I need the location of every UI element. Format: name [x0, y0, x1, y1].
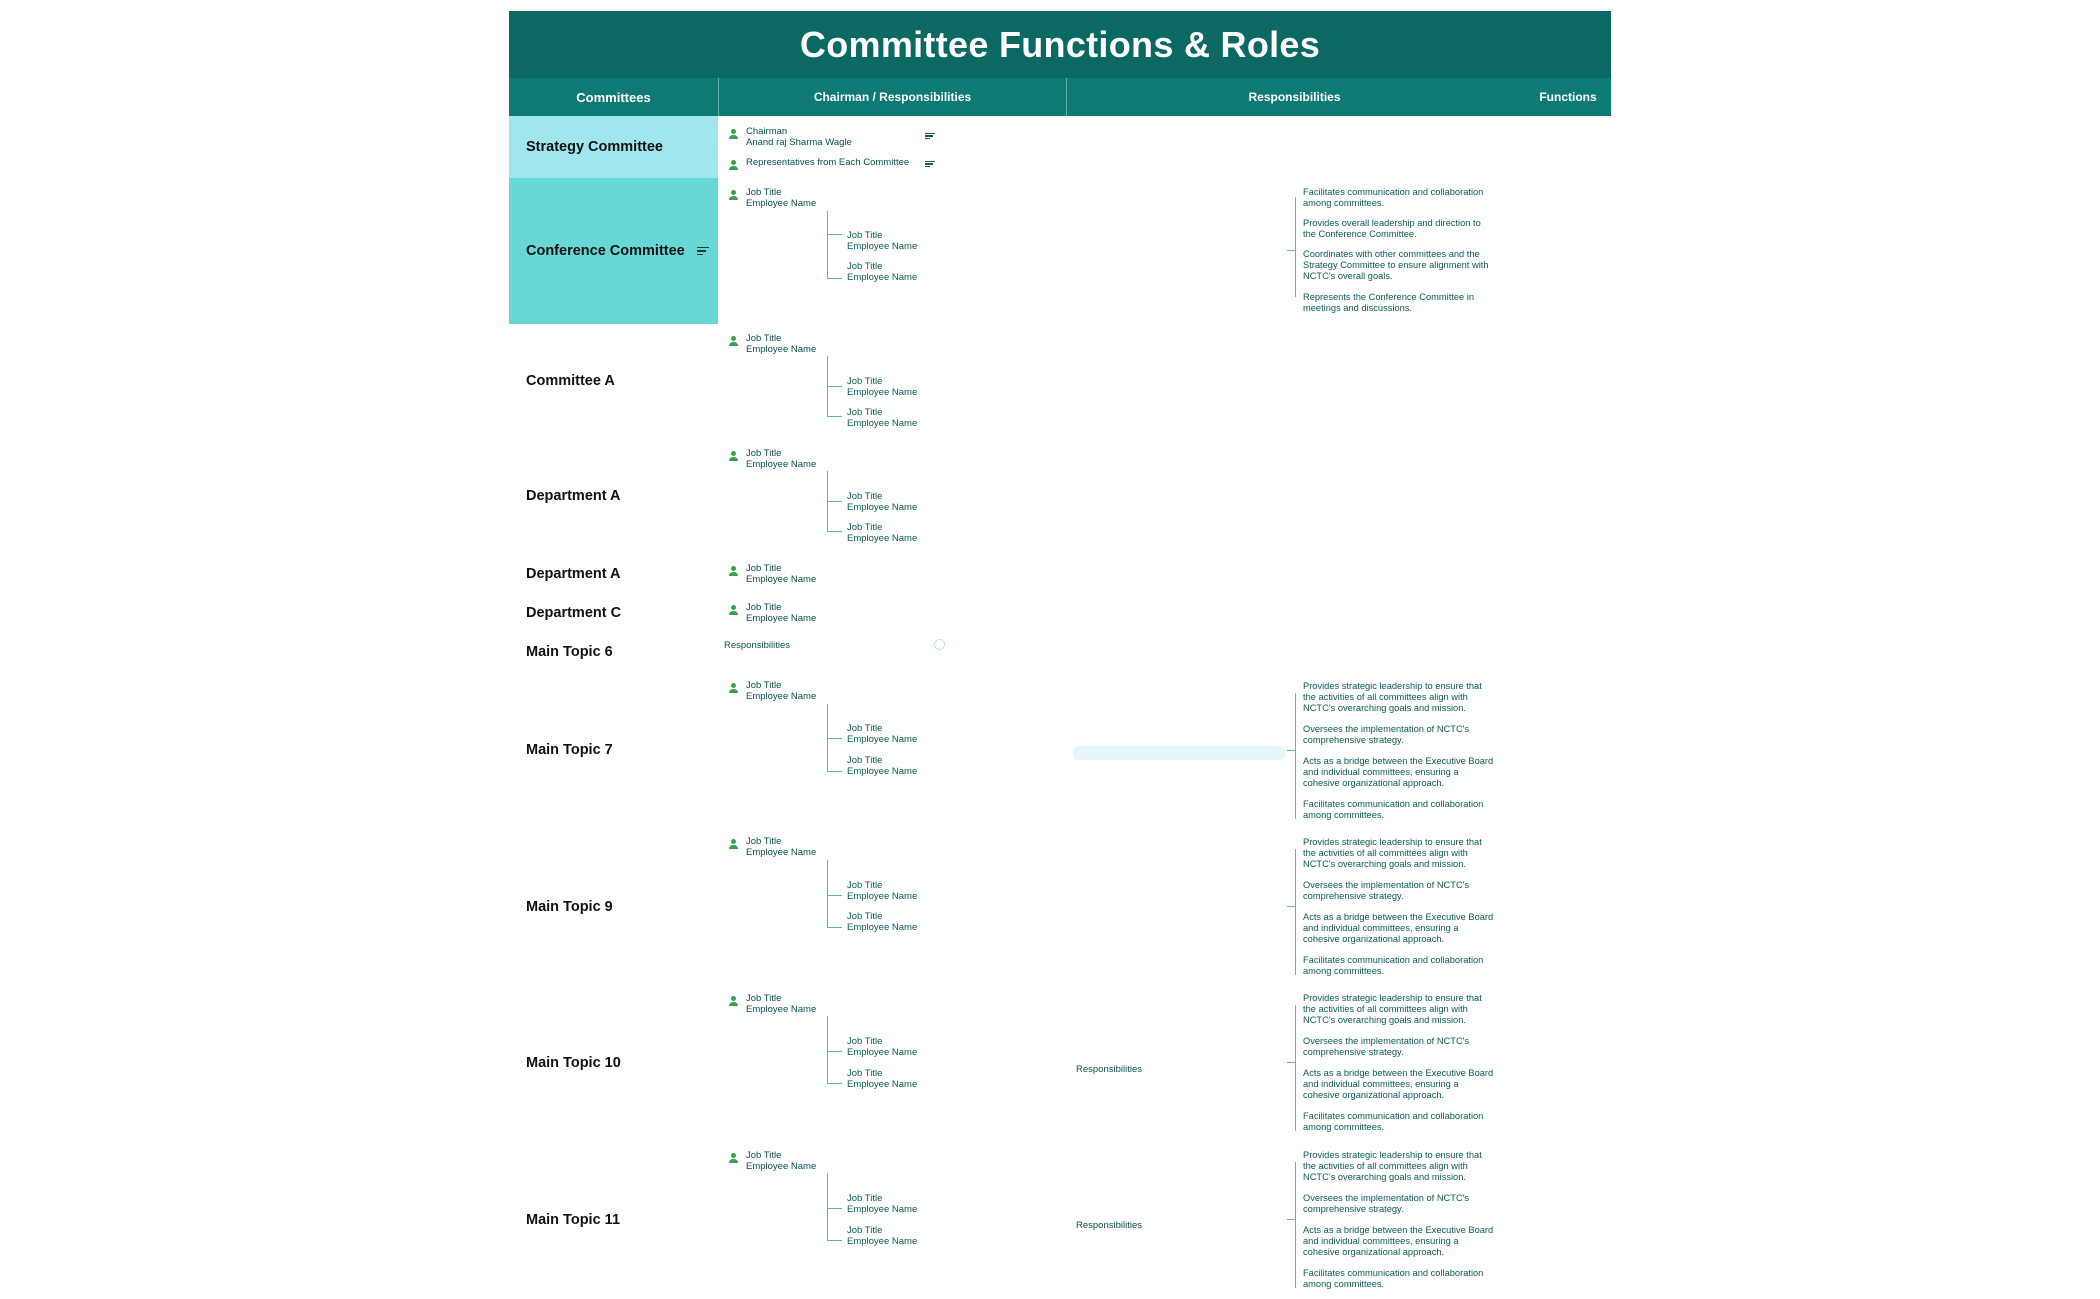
responsibilities-node[interactable]: Responsibilities [1076, 1064, 1143, 1075]
job-title: Job Title [847, 261, 883, 272]
add-topic-icon[interactable] [934, 639, 945, 650]
job-title: Job Title [847, 491, 883, 502]
job-title: Job Title [847, 911, 883, 922]
job-title: Job Title [746, 993, 782, 1004]
responsibility-item[interactable] [1303, 1036, 1518, 1068]
responsibilities-placeholder[interactable] [1073, 746, 1285, 760]
header-row [509, 78, 1611, 116]
sub-job-node[interactable] [847, 407, 917, 429]
employee-name: Employee Name [847, 766, 918, 777]
job-node[interactable] [728, 333, 816, 355]
responsibility-line: and individual committees, ensuring a [1303, 1079, 1459, 1089]
job-title: Job Title [746, 602, 782, 613]
employee-name: Employee Name [746, 1004, 817, 1015]
employee-name: Employee Name [746, 459, 817, 470]
connector [827, 860, 828, 928]
responsibility-line: the activities of all committees align with [1303, 1004, 1468, 1014]
responsibility-item[interactable] [1303, 249, 1518, 292]
sub-job-node[interactable] [847, 491, 917, 513]
responsibility-line: Oversees the implementation of NCTC's [1303, 1036, 1470, 1046]
responsibility-line: among committees. [1303, 966, 1385, 976]
responsibility-item[interactable] [1303, 187, 1518, 218]
job-title: Job Title [847, 880, 883, 891]
person-icon [728, 336, 738, 346]
connector [1295, 1005, 1296, 1131]
responsibility-line: Provides strategic leadership to ensure that [1303, 681, 1482, 691]
page-title: Committee Functions & Roles [799, 23, 1321, 65]
row-label: Committee A [526, 373, 615, 389]
responsibility-line: Oversees the implementation of NCTC's [1303, 880, 1470, 890]
connector [827, 1051, 842, 1052]
person-icon [728, 160, 738, 170]
header-responsibilities: Responsibilities [1248, 90, 1341, 104]
responsibility-line: Acts as a bridge between the Executive Board [1303, 1068, 1494, 1078]
employee-name: Employee Name [847, 272, 918, 283]
responsibilities-node[interactable]: Responsibilities [724, 640, 791, 651]
responsibility-line: among committees. [1303, 1122, 1385, 1132]
job-title: Job Title [746, 187, 782, 198]
person-icon [728, 1153, 738, 1163]
responsibility-line: Provides overall leadership and direction to [1303, 218, 1481, 228]
responsibility-item[interactable] [1303, 1150, 1518, 1193]
person-icon [728, 683, 738, 693]
employee-name: Employee Name [746, 198, 817, 209]
connector [827, 1083, 842, 1084]
connector [827, 1240, 842, 1241]
row-conference-committee[interactable] [509, 178, 718, 324]
job-node[interactable] [728, 680, 816, 702]
person-icon [728, 839, 738, 849]
responsibility-item[interactable] [1303, 955, 1518, 977]
responsibility-line: Facilitates communication and collaboration [1303, 187, 1484, 197]
responsibility-line: Provides strategic leadership to ensure that [1303, 837, 1482, 847]
employee-name: Employee Name [847, 1047, 918, 1058]
job-node[interactable] [728, 993, 816, 1015]
person-icon [728, 129, 738, 139]
responsibility-line: NCTC's overarching goals and mission. [1303, 859, 1466, 869]
representatives-node[interactable] [728, 157, 909, 170]
job-title: Job Title [847, 522, 883, 533]
responsibility-item[interactable] [1303, 799, 1518, 821]
connector [827, 531, 842, 532]
responsibility-line: Acts as a bridge between the Executive Board [1303, 756, 1494, 766]
employee-name: Employee Name [746, 613, 817, 624]
connector [827, 1208, 842, 1209]
responsibility-item[interactable] [1303, 218, 1518, 249]
responsibility-line: comprehensive strategy. [1303, 1204, 1404, 1214]
job-title: Job Title [746, 563, 782, 574]
responsibility-line: NCTC's overarching goals and mission. [1303, 1015, 1466, 1025]
responsibility-line: among committees. [1303, 810, 1385, 820]
row-label: Main Topic 9 [526, 899, 613, 915]
representatives-label: Representatives from Each Committee [746, 157, 910, 168]
job-node[interactable] [728, 1150, 816, 1172]
row-committee-a[interactable] [509, 364, 718, 398]
sub-job-node[interactable] [847, 723, 917, 745]
employee-name: Employee Name [847, 1204, 918, 1215]
responsibility-item[interactable] [1303, 993, 1518, 1036]
responsibility-item[interactable] [1303, 681, 1518, 724]
responsibility-line: the activities of all committees align with [1303, 1161, 1468, 1171]
topic-responsibilities [1303, 837, 1518, 977]
responsibility-line: Coordinates with other committees and the [1303, 249, 1480, 259]
employee-name: Employee Name [746, 574, 817, 585]
responsibility-line: Facilitates communication and collaboration [1303, 1268, 1484, 1278]
employee-name: Employee Name [746, 691, 817, 702]
job-title: Job Title [847, 230, 883, 241]
responsibility-line: the activities of all committees align with [1303, 692, 1468, 702]
responsibility-line: Facilitates communication and collaboration [1303, 1111, 1484, 1121]
employee-name: Employee Name [847, 387, 918, 398]
employee-name: Employee Name [746, 1161, 817, 1172]
connector [827, 211, 828, 279]
job-node[interactable] [728, 836, 816, 858]
responsibility-item[interactable] [1303, 912, 1518, 955]
employee-name: Employee Name [847, 502, 918, 513]
responsibility-line: cohesive organizational approach. [1303, 1247, 1445, 1257]
job-node[interactable] [728, 187, 816, 209]
responsibility-line: Oversees the implementation of NCTC's [1303, 1193, 1470, 1203]
job-title: Job Title [847, 755, 883, 766]
employee-name: Employee Name [847, 922, 918, 933]
job-title: Job Title [847, 723, 883, 734]
responsibility-item[interactable] [1303, 756, 1518, 799]
job-node[interactable] [728, 563, 816, 585]
row-strategy-committee[interactable] [509, 116, 718, 178]
connector [1295, 197, 1296, 297]
row-label: Department C [526, 605, 622, 621]
job-title: Job Title [746, 1150, 782, 1161]
employee-name: Employee Name [746, 344, 817, 355]
sub-job-node[interactable] [847, 911, 917, 933]
sub-job-node[interactable] [847, 522, 917, 544]
notes-icon[interactable] [925, 131, 935, 141]
sub-job-node[interactable] [847, 376, 917, 398]
row-label: Main Topic 6 [526, 644, 613, 660]
responsibility-item[interactable] [1303, 1111, 1518, 1133]
employee-name: Employee Name [746, 847, 817, 858]
responsibility-item[interactable] [1303, 1068, 1518, 1111]
responsibility-item[interactable] [1303, 292, 1518, 314]
connector [827, 501, 842, 502]
employee-name: Employee Name [847, 241, 918, 252]
connector [827, 1173, 828, 1241]
topic-responsibilities [1303, 993, 1518, 1133]
connector [1287, 1062, 1295, 1063]
responsibility-line: Provides strategic leadership to ensure that [1303, 1150, 1482, 1160]
person-icon [728, 190, 738, 200]
row-label: Main Topic 10 [526, 1055, 621, 1071]
responsibility-line: and individual committees, ensuring a [1303, 923, 1459, 933]
header-chairman: Chairman / Responsibilities [813, 90, 972, 104]
responsibility-line: Acts as a bridge between the Executive Board [1303, 1225, 1494, 1235]
responsibility-line: Represents the Conference Committee in [1303, 292, 1475, 302]
connector [827, 738, 842, 739]
job-title: Job Title [847, 376, 883, 387]
connector [827, 278, 842, 279]
responsibility-item[interactable] [1303, 1225, 1518, 1268]
responsibility-line: and individual committees, ensuring a [1303, 1236, 1459, 1246]
employee-name: Employee Name [847, 891, 918, 902]
person-icon [728, 996, 738, 1006]
connector [1287, 906, 1295, 907]
person-icon [728, 605, 738, 615]
person-icon [728, 451, 738, 461]
responsibility-line: among committees. [1303, 1279, 1385, 1289]
responsibility-line: comprehensive strategy. [1303, 891, 1404, 901]
conference-responsibilities [1303, 187, 1518, 314]
row-label: Strategy Committee [526, 139, 663, 155]
responsibility-line: cohesive organizational approach. [1303, 778, 1445, 788]
responsibility-item[interactable] [1303, 837, 1518, 880]
notes-icon[interactable] [697, 245, 709, 258]
responsibility-line: cohesive organizational approach. [1303, 1090, 1445, 1100]
job-title: Job Title [746, 448, 782, 459]
chairman-name: Anand raj Sharma Wagle [746, 137, 852, 148]
header-functions: Functions [1539, 90, 1597, 104]
job-title: Job Title [847, 407, 883, 418]
job-title: Job Title [847, 1225, 883, 1236]
topic-responsibilities [1303, 681, 1518, 821]
responsibility-line: the activities of all committees align with [1303, 848, 1468, 858]
responsibility-line: Oversees the implementation of NCTC's [1303, 724, 1470, 734]
job-title: Job Title [746, 680, 782, 691]
sub-job-node[interactable] [847, 880, 917, 902]
header-committees: Committees [576, 89, 651, 105]
row-main-topic-10[interactable] [509, 1046, 718, 1080]
job-node[interactable] [728, 602, 816, 624]
chairman-title: Chairman [746, 126, 788, 137]
responsibility-line: the Conference Committee. [1303, 229, 1417, 239]
row-main-topic-11[interactable] [509, 1203, 718, 1237]
chairman-node[interactable] [728, 126, 852, 148]
row-label: Main Topic 11 [526, 1212, 621, 1228]
responsibility-line: comprehensive strategy. [1303, 1047, 1404, 1057]
connector [827, 416, 842, 417]
job-title: Job Title [847, 1193, 883, 1204]
responsibility-line: comprehensive strategy. [1303, 735, 1404, 745]
connector [827, 927, 842, 928]
connector [1287, 750, 1295, 751]
job-node[interactable] [728, 448, 816, 470]
connector [1295, 693, 1296, 819]
job-title: Job Title [746, 836, 782, 847]
responsibilities-node[interactable]: Responsibilities [1076, 1220, 1143, 1231]
responsibility-line: NCTC's overarching goals and mission. [1303, 1172, 1466, 1182]
responsibility-line: Provides strategic leadership to ensure that [1303, 993, 1482, 1003]
row-department-c[interactable] [509, 596, 718, 630]
topic-responsibilities [1303, 1150, 1518, 1290]
employee-name: Employee Name [847, 1236, 918, 1247]
sub-job-node[interactable] [847, 1036, 917, 1058]
row-label: Department A [526, 488, 621, 504]
responsibility-line: meetings and discussions. [1303, 303, 1413, 313]
row-department-a[interactable] [509, 479, 718, 513]
responsibility-item[interactable] [1303, 1268, 1518, 1290]
row-main-topic-6[interactable] [509, 635, 718, 669]
employee-name: Employee Name [847, 418, 918, 429]
sub-job-node[interactable] [847, 1225, 917, 1247]
responsibility-line: Facilitates communication and collaboration [1303, 799, 1484, 809]
row-label: Department A [526, 566, 621, 582]
employee-name: Employee Name [847, 1079, 918, 1090]
connector [1287, 1219, 1295, 1220]
connector [1287, 250, 1295, 251]
responsibility-line: NCTC's overall goals. [1303, 271, 1393, 281]
connector [827, 234, 842, 235]
sub-job-node[interactable] [847, 1193, 917, 1215]
row-label: Main Topic 7 [526, 742, 613, 758]
responsibility-line: and individual committees, ensuring a [1303, 767, 1459, 777]
responsibility-item[interactable] [1303, 880, 1518, 912]
sub-job-node[interactable] [847, 261, 917, 283]
responsibility-item[interactable] [1303, 1193, 1518, 1225]
row-label: Conference Committee [526, 243, 685, 259]
connector [827, 895, 842, 896]
person-icon [728, 566, 738, 576]
responsibility-line: Strategy Committee to ensure alignment with [1303, 260, 1489, 270]
connector [1295, 849, 1296, 975]
responsibility-line: NCTC's overarching goals and mission. [1303, 703, 1466, 713]
row-main-topic-7[interactable] [509, 733, 718, 767]
row-main-topic-9[interactable] [509, 890, 718, 924]
responsibility-line: Acts as a bridge between the Executive Board [1303, 912, 1494, 922]
sub-job-node[interactable] [847, 1068, 917, 1090]
connector [827, 1016, 828, 1084]
responsibility-line: cohesive organizational approach. [1303, 934, 1445, 944]
sub-job-node[interactable] [847, 230, 917, 252]
job-title: Job Title [847, 1068, 883, 1079]
sub-job-node[interactable] [847, 755, 917, 777]
connector [827, 386, 842, 387]
title-bar [509, 11, 1611, 78]
responsibility-line: among committees. [1303, 198, 1385, 208]
employee-name: Employee Name [847, 533, 918, 544]
row-department-a[interactable] [509, 557, 718, 591]
responsibility-line: Facilitates communication and collaboration [1303, 955, 1484, 965]
job-title: Job Title [847, 1036, 883, 1047]
employee-name: Employee Name [847, 734, 918, 745]
connector [1295, 1162, 1296, 1288]
notes-icon[interactable] [925, 159, 935, 169]
connector [827, 771, 842, 772]
responsibility-item[interactable] [1303, 724, 1518, 756]
job-title: Job Title [746, 333, 782, 344]
